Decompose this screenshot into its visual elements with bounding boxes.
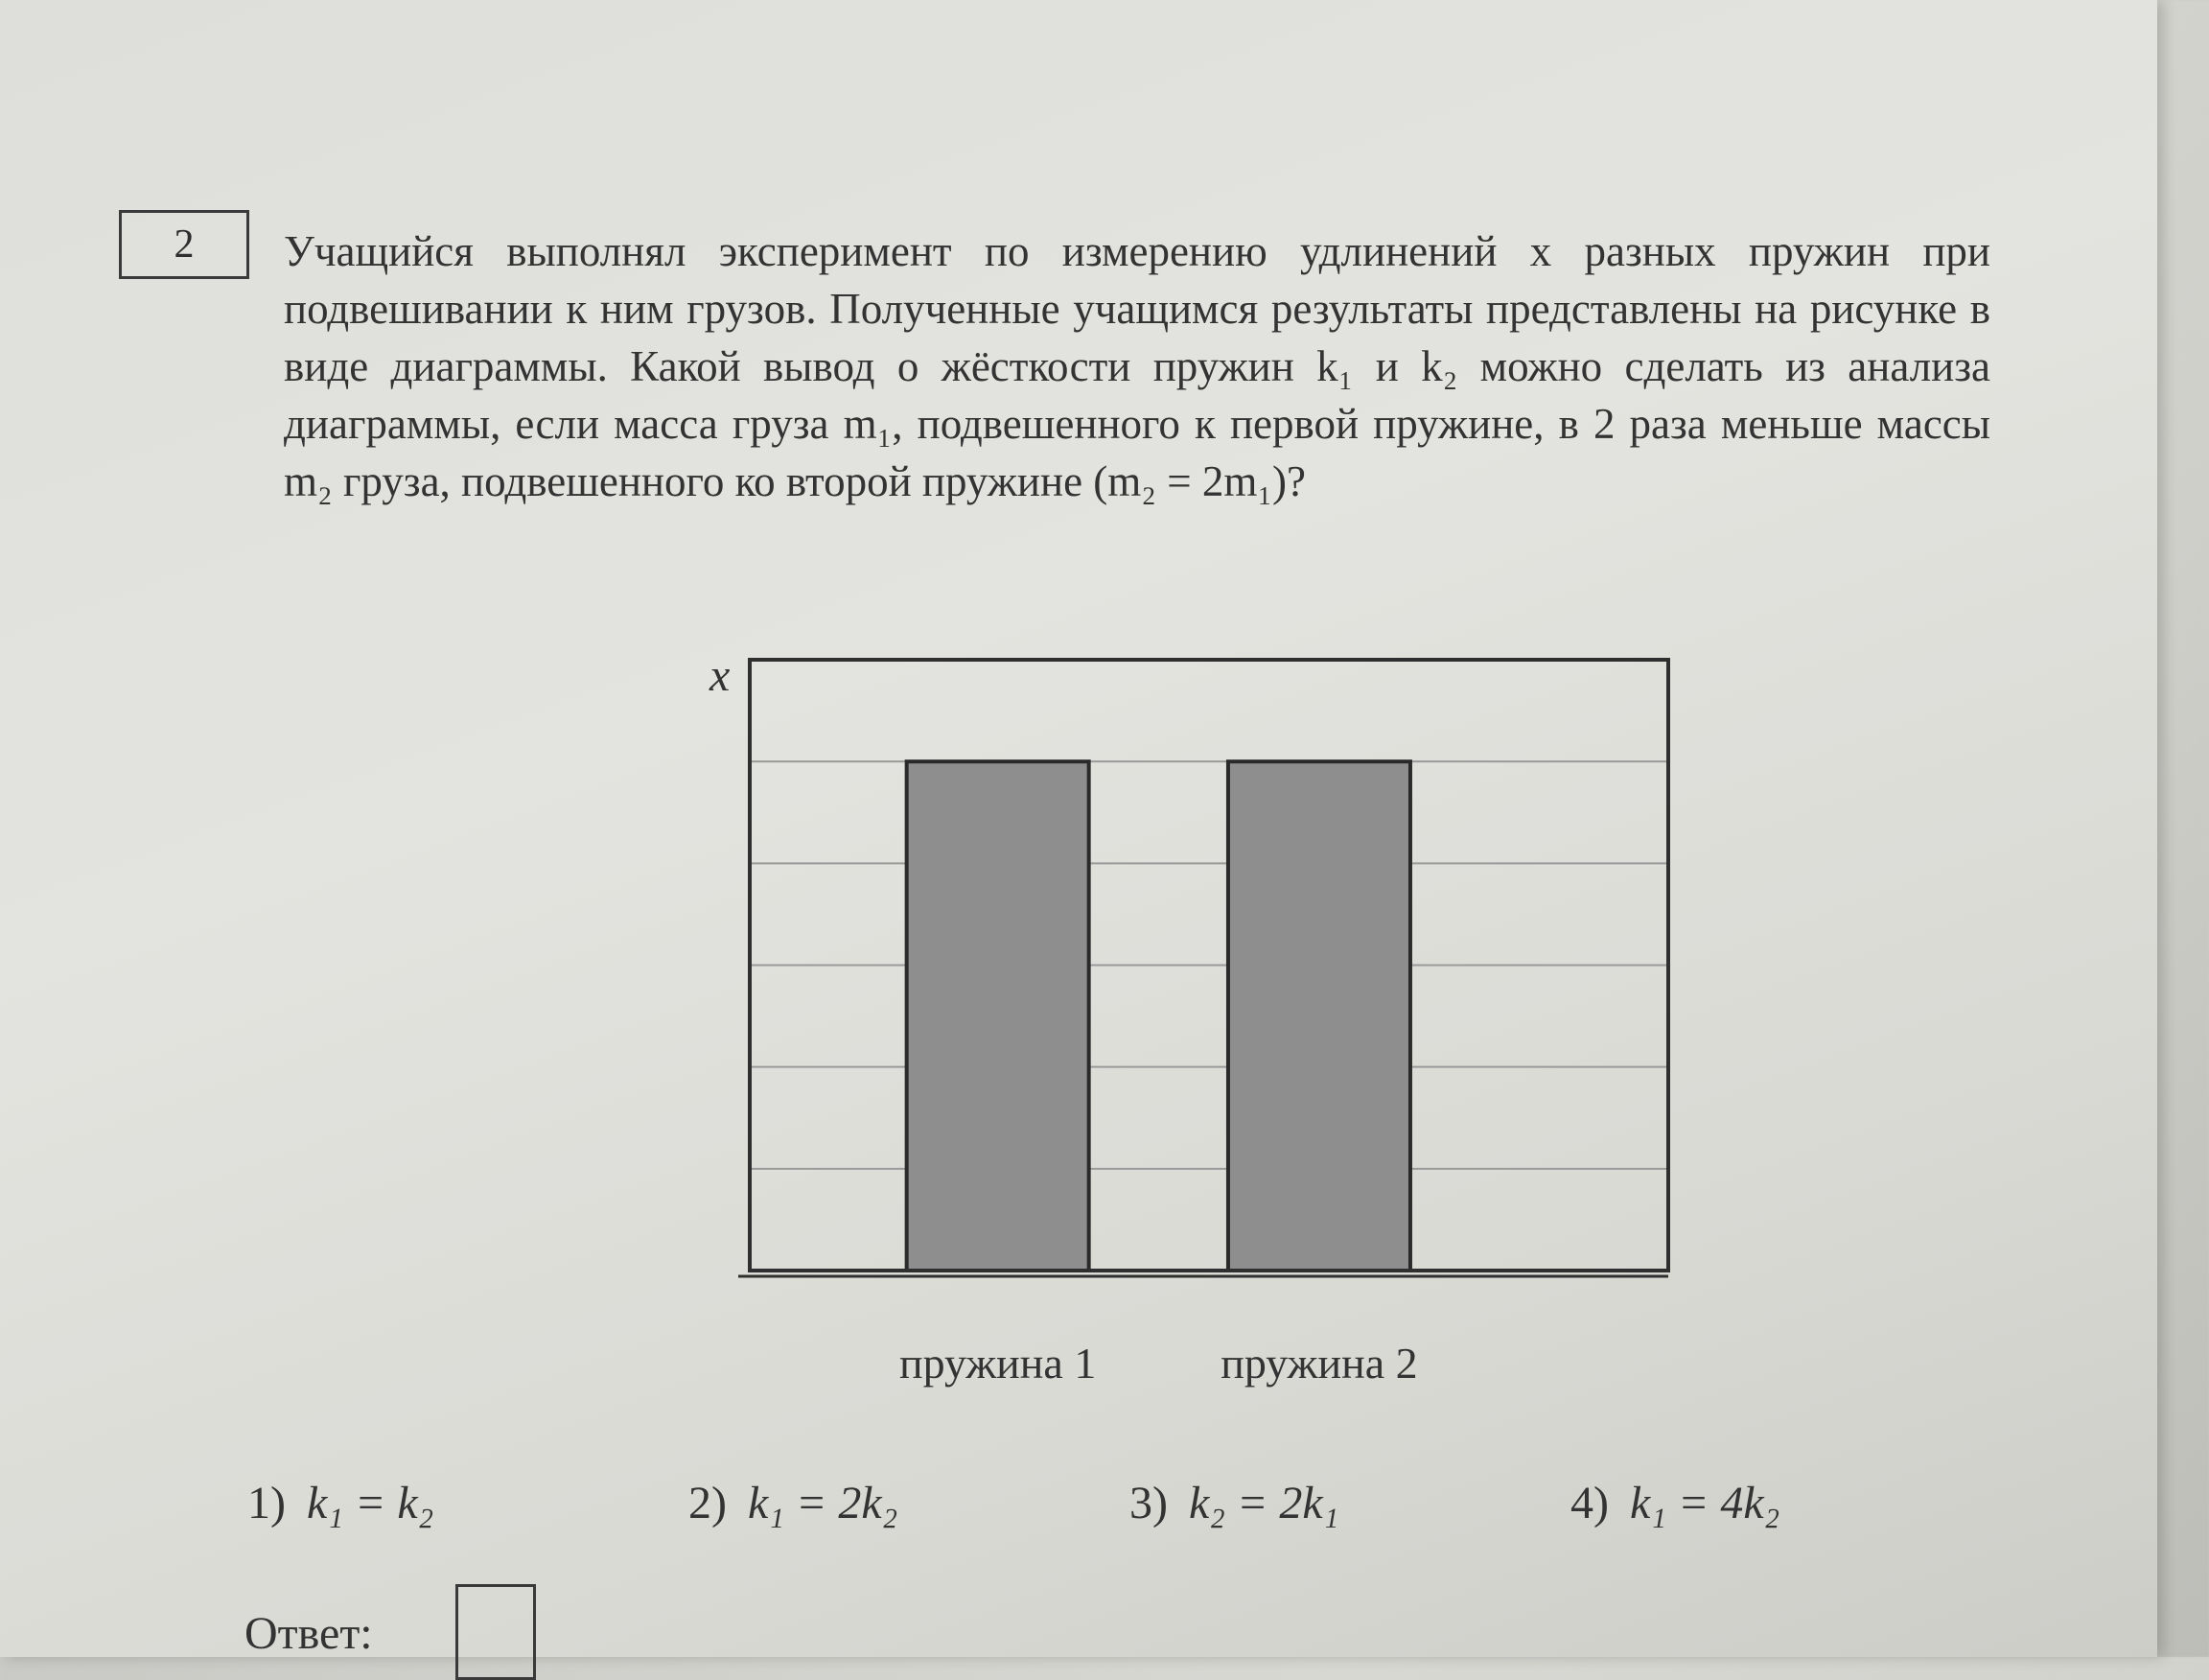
option-2-number: 2) (688, 1478, 727, 1528)
option-4[interactable] (1570, 1477, 1779, 1529)
bar-1 (907, 761, 1089, 1271)
option-3[interactable] (1129, 1477, 1338, 1529)
question-text: Учащийся выполнял эксперимент по измерению удлинений x разных пружин при подвешивании к ним грузов. Полученные учащимся результаты представлены на рисунке в виде диаграммы. Какой вывод о жёсткости пружин k₁ и k₂ можно сделать из анализа диаграммы, если масса груза m₁, подвешенного к первой пружине, в 2 раза меньше массы m₂ груза, подвешенного ко второй пружине (m₂ = 2m₁)? (284, 227, 1990, 505)
bar-2 (1228, 761, 1410, 1271)
x-tick-label-2: пружина 2 (1221, 1339, 1418, 1388)
option-2-expr: k₁ = 2k₂ (747, 1478, 898, 1528)
x-tick-labels (899, 1339, 1418, 1388)
option-4-number: 4) (1570, 1478, 1609, 1528)
option-3-expr: k₂ = 2k₁ (1188, 1478, 1339, 1528)
option-2[interactable] (688, 1477, 897, 1529)
task-number-box (119, 210, 249, 279)
option-3-number: 3) (1129, 1478, 1168, 1528)
answer-label: Ответ: (244, 1608, 373, 1659)
bar-chart (690, 642, 1687, 1390)
chart-grid (750, 761, 1668, 1169)
task-number: 2 (174, 222, 195, 267)
option-1[interactable] (247, 1477, 433, 1529)
x-tick-label-1: пружина 1 (898, 1339, 1097, 1388)
chart-svg (690, 642, 1687, 1390)
answer-options (0, 1477, 2209, 1553)
option-1-expr: k₁ = k₂ (306, 1478, 434, 1528)
chart-bars (907, 761, 1410, 1271)
y-axis-label: x (709, 650, 731, 701)
answer-input-box[interactable] (455, 1584, 536, 1680)
option-4-expr: k₁ = 4k₂ (1629, 1478, 1780, 1528)
option-1-number: 1) (247, 1478, 286, 1528)
